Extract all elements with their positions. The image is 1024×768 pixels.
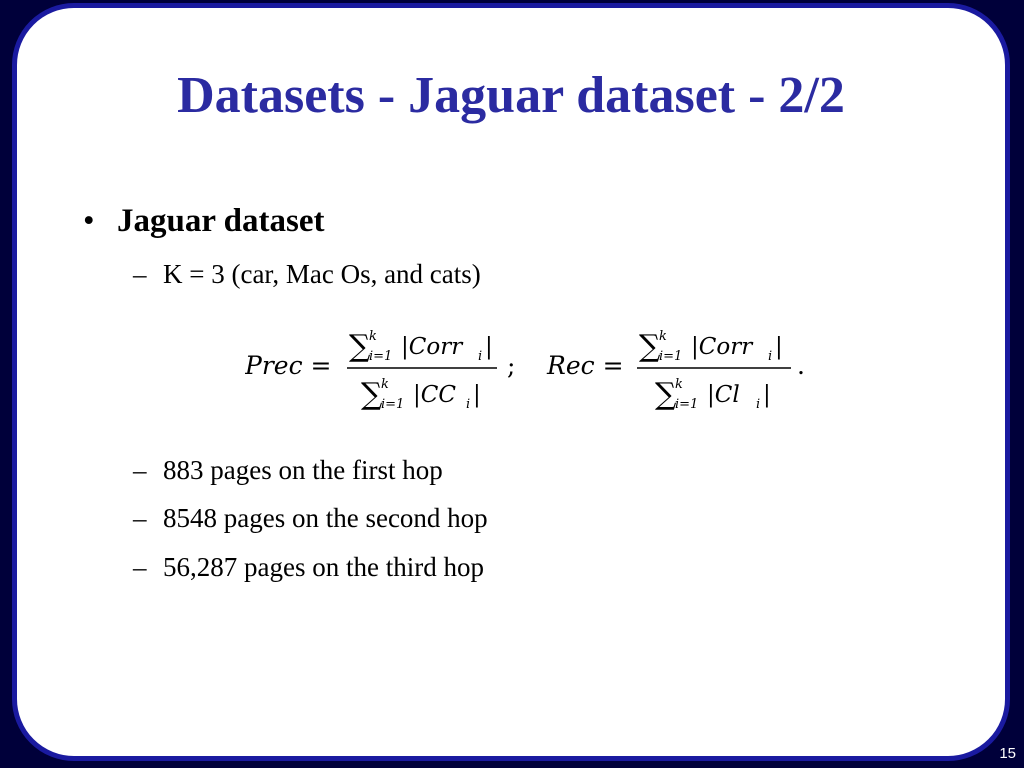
sum-symbol: ∑ <box>361 377 383 412</box>
dash-marker: – <box>133 503 147 533</box>
sub-bullet-label: K = 3 (car, Mac Os, and cats) <box>163 259 481 289</box>
sum-upper: k <box>381 377 389 392</box>
rec-numerator-subscript: i <box>768 349 773 364</box>
sub-bullet-second-hop <box>133 503 488 534</box>
dash-marker: – <box>133 552 147 582</box>
abs-bar: | <box>775 334 783 360</box>
sum-lower: i=1 <box>369 349 393 364</box>
rec-lhs: Rec = <box>547 351 624 380</box>
sub-bullet-third-hop <box>133 552 484 583</box>
dash-marker: – <box>133 259 147 289</box>
dash-marker: – <box>133 455 147 485</box>
sub-bullet-label: 883 pages on the first hop <box>163 455 443 485</box>
page-number: 15 <box>999 745 1016 762</box>
bullet-dot: • <box>83 203 95 239</box>
prec-numerator-subscript: i <box>478 349 483 364</box>
formula-end-punct: . <box>797 351 805 380</box>
sub-bullet-label: 56,287 pages on the third hop <box>163 552 484 582</box>
bullet-main <box>83 203 324 240</box>
sub-bullet-first-hop <box>133 455 443 486</box>
sub-bullet-k <box>133 259 481 290</box>
abs-bar: | <box>763 382 771 408</box>
sum-upper: k <box>675 377 683 392</box>
sum-lower: i=1 <box>675 397 699 412</box>
precision-recall-formula <box>245 316 835 424</box>
slide-panel <box>12 3 1010 761</box>
sum-symbol: ∑ <box>639 329 661 364</box>
slide-title: Datasets - Jaguar dataset - 2/2 <box>177 67 845 124</box>
prec-numerator-term: |Corr <box>401 334 463 360</box>
sum-lower: i=1 <box>659 349 683 364</box>
prec-denominator-subscript: i <box>466 397 471 412</box>
prec-lhs: Prec = <box>245 351 332 380</box>
sum-symbol: ∑ <box>349 329 371 364</box>
rec-denominator-term: |Cl <box>707 382 740 408</box>
bullet-main-label: Jaguar dataset <box>117 203 325 239</box>
rec-denominator-subscript: i <box>756 397 761 412</box>
formula-separator: ; <box>507 351 516 380</box>
abs-bar: | <box>485 334 493 360</box>
abs-bar: | <box>473 382 481 408</box>
prec-denominator-term: |CC <box>413 382 456 408</box>
sum-lower: i=1 <box>381 397 405 412</box>
sum-symbol: ∑ <box>655 377 677 412</box>
sub-bullet-label: 8548 pages on the second hop <box>163 503 488 533</box>
sum-upper: k <box>659 329 667 344</box>
sum-upper: k <box>369 329 377 344</box>
rec-numerator-term: |Corr <box>691 334 753 360</box>
